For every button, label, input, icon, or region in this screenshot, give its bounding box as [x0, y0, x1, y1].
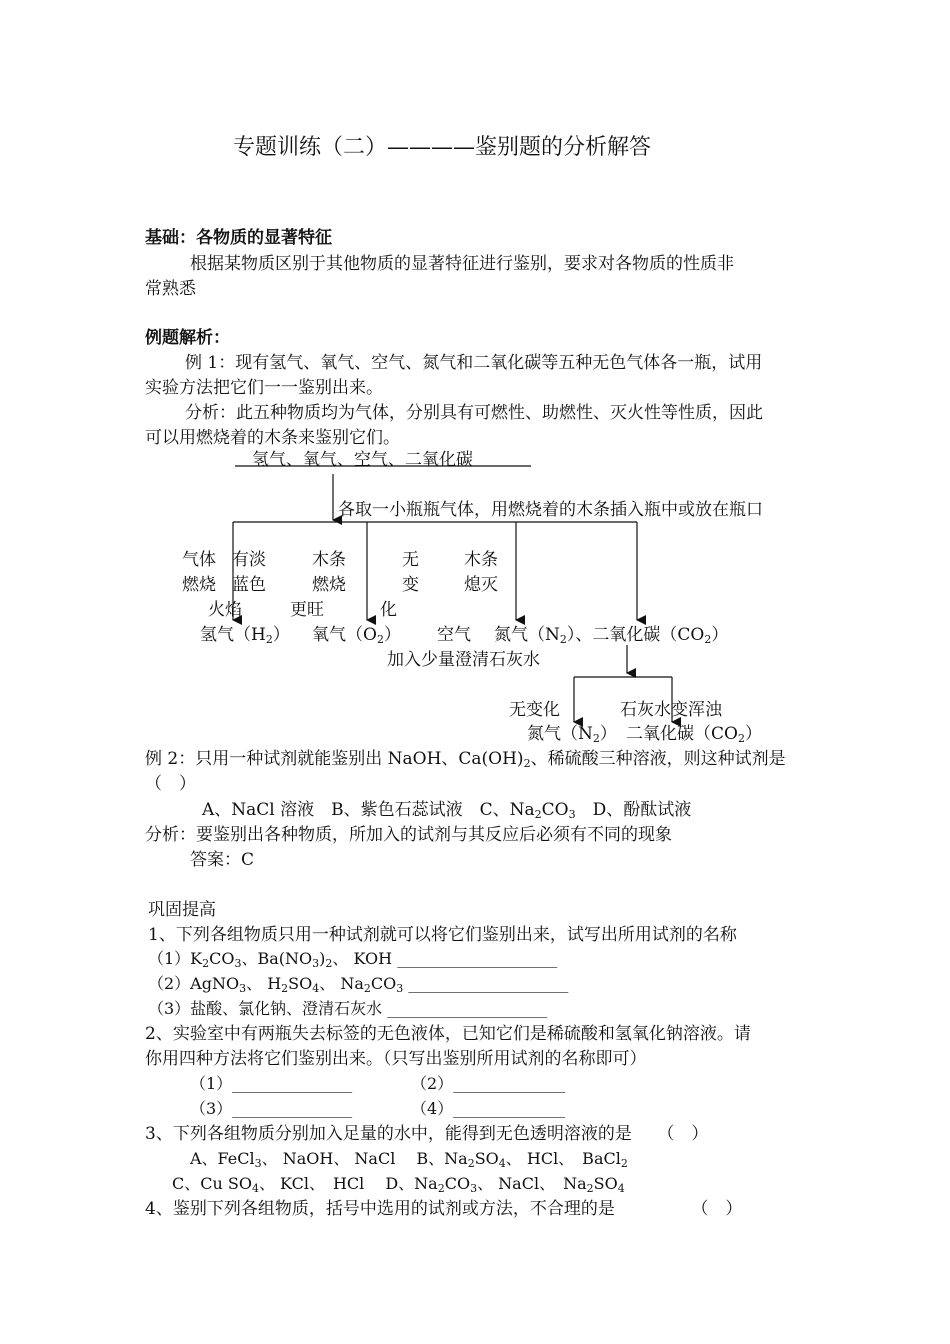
examples-heading: 例题解析： — [145, 328, 230, 348]
result-co2: 二氧化碳$(CO_2)$ — [626, 724, 762, 745]
basics-heading: 基础：各物质的显著特征 — [145, 228, 332, 248]
practice-q4: 4、鉴别下列各组物质，括号中选用的试剂或方法，不合理的是 （ ） — [145, 1199, 743, 1219]
obs-o2-2: 燃烧 — [312, 575, 346, 595]
obs-out-2: 熄灭 — [464, 575, 498, 595]
diagram-step1: 各取一小瓶瓶气体，用燃烧着的木条插入瓶中或放在瓶口 — [338, 500, 763, 520]
practice-q3: 3、下列各组物质分别加入足量的水中，能得到无色透明溶液的是 （ ） — [145, 1124, 709, 1144]
obs-air-1: 无 — [402, 550, 419, 570]
practice-q3-options-ab: A、FeCl$_3$、 NaOH、 NaCl B、$Na_2SO_4$、 HCl、 BaCl$_2$ — [190, 1149, 628, 1170]
example1-line-2: 实验方法把它们一一鉴别出来。 — [145, 378, 383, 398]
obs-n2: 无变化 — [509, 700, 560, 720]
obs-air-3: 化 — [380, 600, 397, 620]
example2-answer: 答案：C — [190, 850, 255, 870]
example2-analysis: 分析：要鉴别出各种物质，所加入的试剂与其反应后必须有不同的现象 — [145, 825, 672, 845]
obs-out-1: 木条 — [464, 550, 498, 570]
diagram-step2: 加入少量澄清石灰水 — [387, 650, 540, 670]
obs-air-2: 变 — [402, 575, 419, 595]
example2-options: A、NaCl 溶液 B、紫色石蕊试液 C、$Na_2CO_3$ D、酚酞试液 — [202, 800, 692, 821]
result-h2: 氢气$(H_2)$ — [200, 625, 290, 646]
answer-blank-2[interactable]: （2）______________ — [411, 1074, 566, 1093]
result-n2-co2: 氮气$(N_2)$、二氧化碳$(CO_2)$ — [494, 625, 729, 646]
example1-analysis-2: 可以用燃烧着的木条来鉴别它们。 — [145, 428, 400, 448]
page-title: 专题训练（二）————鉴别题的分析解答 — [233, 135, 652, 160]
result-air: 空气 — [437, 625, 471, 645]
basics-line-2: 常熟悉 — [145, 279, 196, 299]
obs-o2-3: 更旺 — [290, 600, 324, 620]
practice-heading: 巩固提高 — [148, 900, 216, 920]
basics-line-1: 根据某物质区别于其他物质的显著特征进行鉴别，要求对各物质的性质非 — [190, 254, 734, 274]
result-o2: 氧气$(O_2)$ — [312, 625, 401, 646]
obs-h2b-1: 有淡 — [232, 550, 266, 570]
obs-co2: 石灰水变浑浊 — [620, 700, 722, 720]
practice-q2-line-2: 你用四种方法将它们鉴别出来。（只写出鉴别所用试剂的名称即可） — [145, 1049, 647, 1069]
example2-bracket: （ ） — [145, 774, 196, 794]
answer-blank-1[interactable]: （1）_______________ — [190, 1074, 353, 1093]
practice-q2-line-1: 2、实验室中有两瓶失去标签的无色液体，已知它们是稀硫酸和氢氧化钠溶液。请 — [145, 1024, 751, 1044]
practice-q3-options-cd: C、Cu $SO_4$、 KCl、 HCl D、$Na_2CO_3$、 NaCl、 $Na_2SO_4$ — [172, 1174, 625, 1195]
answer-blank-4[interactable]: （4）______________ — [411, 1099, 566, 1118]
obs-o2-1: 木条 — [312, 550, 346, 570]
example2-question: 例 2：只用一种试剂就能鉴别出 NaOH、$Ca(OH)_2$、稀硫酸三种溶液，则这种试剂是 — [145, 749, 786, 770]
practice-q1-2: （2）AgNO$_3$、 $H_2SO_4$、 $Na_2CO_3$ ____________________ — [148, 974, 569, 995]
practice-q1: 1、下列各组物质只用一种试剂就可以将它们鉴别出来，试写出所用试剂的名称 — [148, 925, 737, 945]
example1-line-1: 例 1：现有氢气、氧气、空气、氮气和二氧化碳等五种无色气体各一瓶，试用 — [185, 353, 763, 373]
example1-analysis-1: 分析：此五种物质均为气体，分别具有可燃性、助燃性、灭火性等性质，因此 — [185, 403, 763, 423]
answer-blank-3[interactable]: （3）_______________ — [190, 1099, 353, 1118]
obs-h2-2: 燃烧 — [182, 575, 216, 595]
obs-h2-1: 气体 — [182, 550, 216, 570]
obs-h2b-3: 火焰 — [208, 600, 242, 620]
obs-h2b-2: 蓝色 — [232, 575, 266, 595]
practice-q1-3: （3）盐酸、氯化钠、澄清石灰水 ____________________ — [148, 999, 548, 1018]
diagram-top: 氢气、氧气、空气、二氧化碳 — [252, 450, 473, 470]
practice-q1-1: $(1)K_2CO_3$、$Ba(NO_3)_2$、 KOH ____________________ — [148, 949, 558, 970]
result-n2: 氮气$(N_2)$ — [527, 724, 617, 745]
